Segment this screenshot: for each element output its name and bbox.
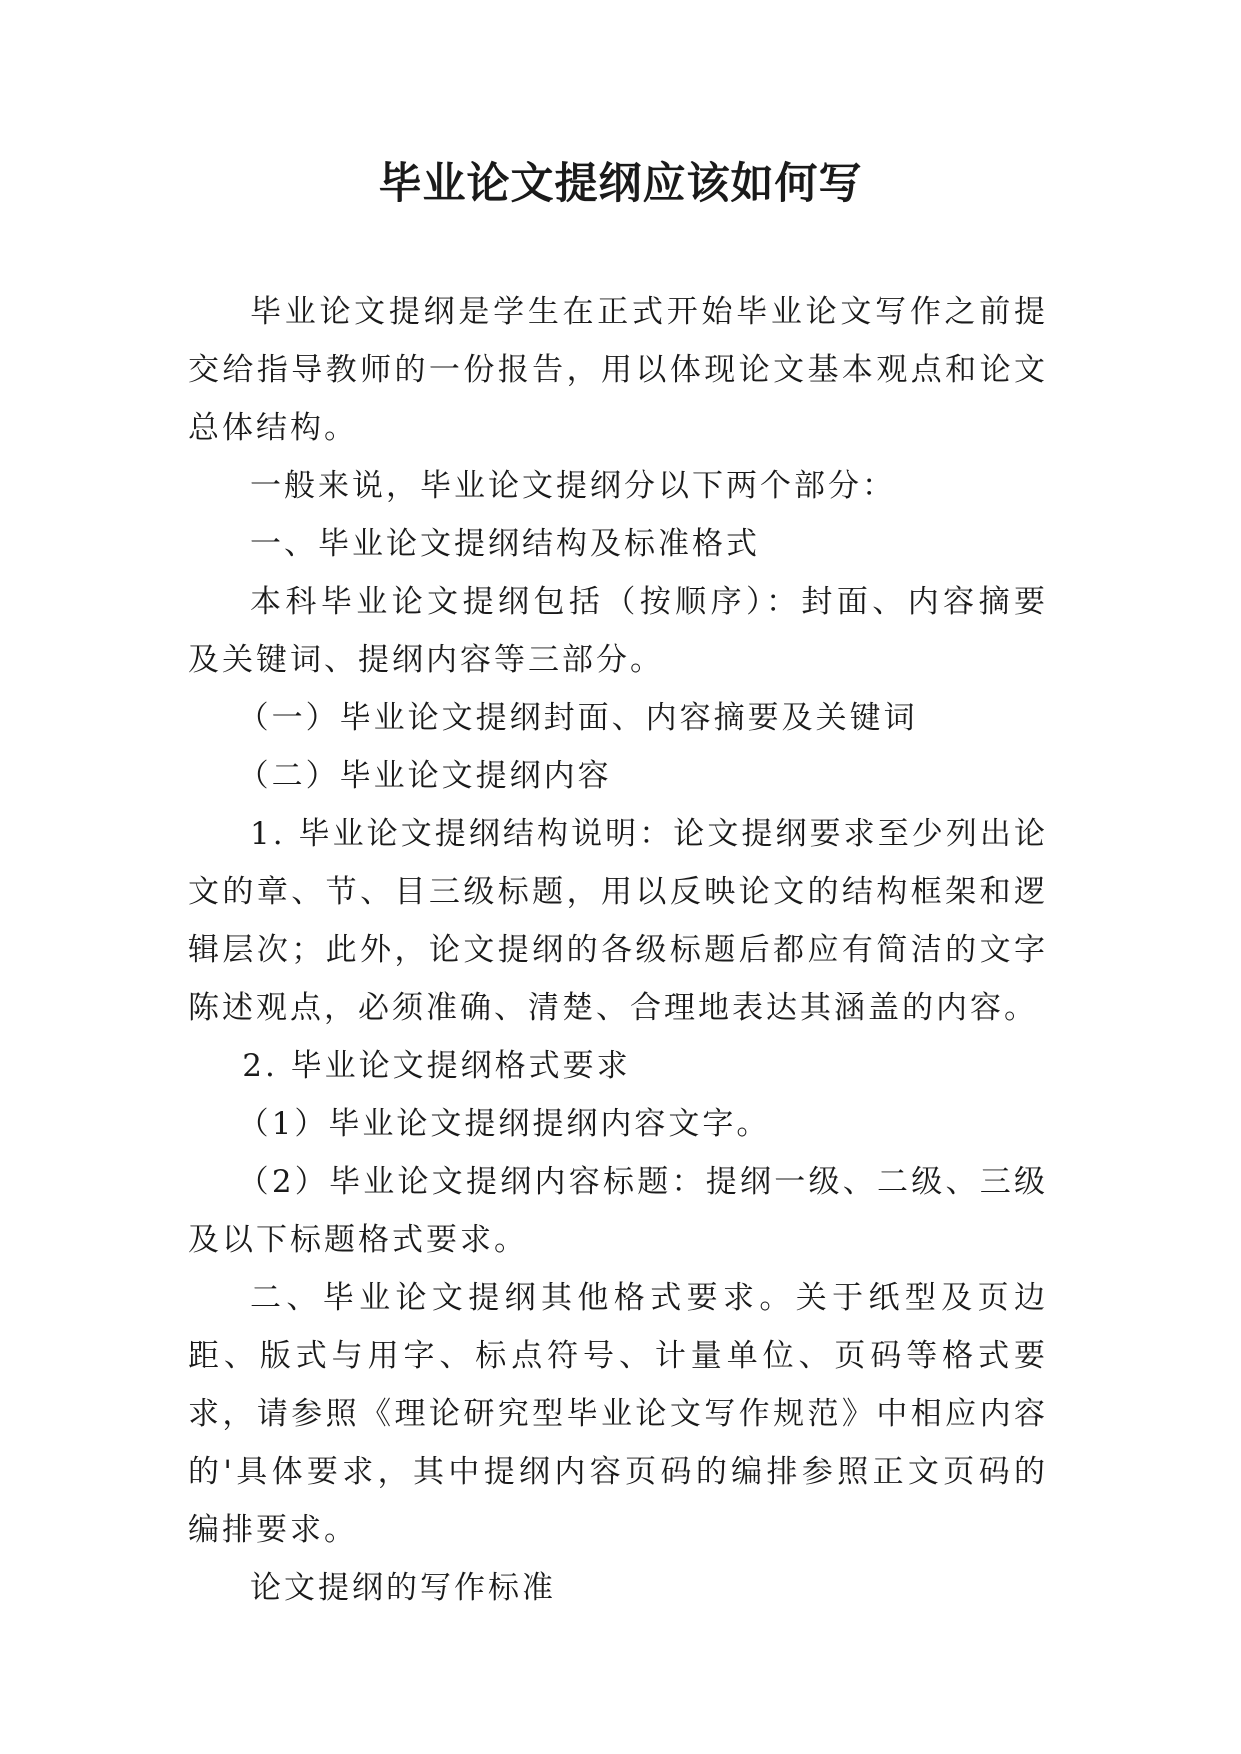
paragraph-overview: 一般来说，毕业论文提纲分以下两个部分： — [250, 468, 896, 504]
heading-section-2: 二、毕业论文提纲其他格式要求。关于纸型及页边距、版式与用字、标点符号、计量单位、页码等格式要求，请参照《理论研究型毕业论文写作规范》中相应内容的'具体要求，其中提纲内容页码的编排参照正文页码的编排要求。 — [188, 1280, 1048, 1548]
paragraph-format-heading: 2. 毕业论文提纲格式要求 — [242, 1048, 631, 1084]
paragraph-components: 本科毕业论文提纲包括（按顺序）：封面、内容摘要及关键词、提纲内容等三部分。 — [188, 584, 1048, 678]
paragraph-intro: 毕业论文提纲是学生在正式开始毕业论文写作之前提交给指导教师的一份报告，用以体现论文基本观点和论文总体结构。 — [188, 294, 1048, 446]
subheading-2: （二）毕业论文提纲内容 — [237, 758, 612, 794]
heading-section-1: 一、毕业论文提纲结构及标准格式 — [250, 526, 760, 562]
paragraph-format-2: （2）毕业论文提纲内容标题：提纲一级、二级、三级及以下标题格式要求。 — [188, 1164, 1048, 1258]
paragraph-standard: 论文提纲的写作标准 — [250, 1570, 556, 1606]
document-title: 毕业论文提纲应该如何写 — [378, 159, 863, 209]
paragraph-format-1: （1）毕业论文提纲提纲内容文字。 — [237, 1106, 771, 1142]
subheading-1: （一）毕业论文提纲封面、内容摘要及关键词 — [237, 700, 918, 736]
paragraph-structure: 1. 毕业论文提纲结构说明：论文提纲要求至少列出论文的章、节、目三级标题，用以反映论文的结构框架和逻辑层次；此外，论文提纲的各级标题后都应有简洁的文字陈述观点，必须准确、清楚、合理地表达其涵盖的内容。 — [188, 816, 1048, 1026]
document-body — [188, 283, 1048, 1617]
